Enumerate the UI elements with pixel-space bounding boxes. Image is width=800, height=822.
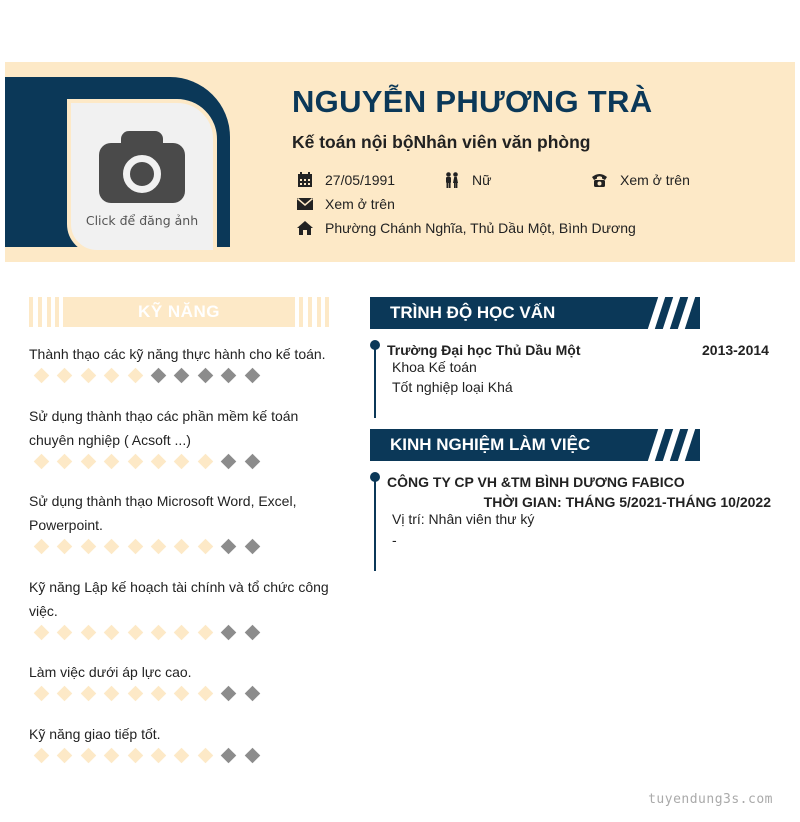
- rating-diamond-filled: [197, 686, 213, 702]
- rating-diamond-filled: [174, 686, 190, 702]
- job-title: Kế toán nội bộNhân viên văn phòng: [292, 132, 591, 152]
- gender-row: [444, 172, 491, 188]
- skill-item: [29, 722, 339, 761]
- company-name: CÔNG TY CP VH &TM BÌNH DƯƠNG FABICO: [387, 474, 685, 490]
- rating-diamond-filled: [81, 454, 97, 470]
- rating-diamond-filled: [104, 368, 120, 384]
- rating-diamond-filled: [151, 454, 167, 470]
- rating-diamond-filled: [34, 539, 50, 555]
- skill-item: [29, 489, 339, 552]
- skills-title: KỸ NĂNG: [138, 302, 220, 321]
- rating-diamond-empty: [151, 368, 167, 384]
- rating-diamond-filled: [197, 625, 213, 641]
- candidate-name: NGUYỄN PHƯƠNG TRÀ: [292, 84, 653, 119]
- rating-diamond-filled: [81, 686, 97, 702]
- education-faculty: Khoa Kế toán: [392, 359, 477, 375]
- education-result: Tốt nghiệp loại Khá: [392, 379, 513, 395]
- rating-diamond-filled: [57, 368, 73, 384]
- education-years: 2013-2014: [702, 342, 769, 358]
- rating-diamond-filled: [57, 454, 73, 470]
- skills-header: [29, 297, 329, 327]
- work-period: THỜI GIAN: THÁNG 5/2021-THÁNG 10/2022: [483, 494, 771, 510]
- rating-diamond-empty: [221, 748, 237, 764]
- rating-diamond-filled: [151, 625, 167, 641]
- rating-diamond-empty: [244, 454, 260, 470]
- rating-diamond-filled: [127, 454, 143, 470]
- education-title: TRÌNH ĐỘ HỌC VẤN: [390, 303, 556, 322]
- rating-diamond-filled: [104, 686, 120, 702]
- rating-diamond-empty: [197, 368, 213, 384]
- rating-diamond-filled: [174, 748, 190, 764]
- rating-diamond-filled: [197, 539, 213, 555]
- gender-icon: [444, 172, 460, 188]
- rating-diamond-filled: [197, 454, 213, 470]
- experience-title: KINH NGHIỆM LÀM VIỆC: [390, 435, 591, 454]
- skill-rating: [34, 370, 339, 381]
- header-banner: [5, 62, 795, 262]
- email-value: Xem ở trên: [325, 196, 395, 212]
- rating-diamond-filled: [34, 368, 50, 384]
- rating-diamond-filled: [197, 748, 213, 764]
- avatar-upload[interactable]: [67, 99, 217, 254]
- school-name: Trường Đại học Thủ Dầu Một: [387, 342, 581, 358]
- rating-diamond-filled: [127, 686, 143, 702]
- rating-diamond-empty: [221, 368, 237, 384]
- camera-icon: [99, 131, 185, 203]
- rating-diamond-filled: [104, 625, 120, 641]
- photo-upload-label: Click để đăng ảnh: [85, 213, 199, 228]
- rating-diamond-filled: [81, 368, 97, 384]
- email-row: [297, 196, 395, 212]
- skill-item: [29, 342, 339, 381]
- skill-text: Kỹ năng Lập kế hoạch tài chính và tổ chức công việc.: [29, 579, 329, 619]
- rating-diamond-filled: [57, 748, 73, 764]
- rating-diamond-filled: [104, 454, 120, 470]
- rating-diamond-filled: [127, 625, 143, 641]
- rating-diamond-filled: [174, 539, 190, 555]
- rating-diamond-filled: [127, 748, 143, 764]
- skill-text: Sử dụng thành thạo Microsoft Word, Excel, Powerpoint.: [29, 493, 297, 533]
- rating-diamond-filled: [174, 625, 190, 641]
- rating-diamond-filled: [81, 539, 97, 555]
- education-header: [370, 297, 700, 329]
- timeline-line: [374, 344, 376, 418]
- address-row: [297, 220, 636, 236]
- skill-text: Thành thạo các kỹ năng thực hành cho kế toán.: [29, 346, 326, 362]
- rating-diamond-filled: [57, 686, 73, 702]
- skill-rating: [34, 456, 339, 467]
- rating-diamond-filled: [104, 748, 120, 764]
- rating-diamond-filled: [151, 748, 167, 764]
- rating-diamond-filled: [151, 539, 167, 555]
- envelope-icon: [297, 198, 313, 210]
- skill-text: Sử dụng thành thạo các phần mềm kế toán chuyên nghiệp ( Acsoft ...): [29, 408, 299, 448]
- rating-diamond-empty: [244, 539, 260, 555]
- rating-diamond-empty: [221, 625, 237, 641]
- calendar-icon: [297, 172, 313, 188]
- rating-diamond-filled: [104, 539, 120, 555]
- gender-value: Nữ: [472, 172, 492, 188]
- dob-value: 27/05/1991: [325, 172, 396, 188]
- rating-diamond-empty: [221, 454, 237, 470]
- address-value: Phường Chánh Nghĩa, Thủ Dầu Một, Bình Dương: [325, 220, 636, 236]
- rating-diamond-filled: [127, 539, 143, 555]
- skill-item: [29, 575, 339, 638]
- skill-item: [29, 404, 339, 467]
- photo-frame: [5, 77, 230, 247]
- rating-diamond-filled: [57, 539, 73, 555]
- rating-diamond-filled: [34, 748, 50, 764]
- rating-diamond-empty: [244, 625, 260, 641]
- rating-diamond-filled: [34, 625, 50, 641]
- skill-rating: [34, 627, 339, 638]
- rating-diamond-filled: [127, 368, 143, 384]
- rating-diamond-empty: [174, 368, 190, 384]
- site-watermark: tuyendung3s.com: [648, 792, 773, 807]
- skill-rating: [34, 541, 339, 552]
- rating-diamond-filled: [81, 748, 97, 764]
- skill-item: [29, 660, 339, 699]
- phone-value: Xem ở trên: [620, 172, 690, 188]
- skill-rating: [34, 688, 339, 699]
- skill-rating: [34, 750, 339, 761]
- work-position: Vị trí: Nhân viên thư ký: [392, 511, 535, 527]
- experience-header: [370, 429, 700, 461]
- rating-diamond-filled: [34, 686, 50, 702]
- rating-diamond-empty: [221, 539, 237, 555]
- rating-diamond-filled: [174, 454, 190, 470]
- dob-row: [297, 172, 395, 188]
- phone-row: [591, 172, 690, 188]
- timeline-line: [374, 476, 376, 571]
- skill-text: Làm việc dưới áp lực cao.: [29, 664, 192, 680]
- rating-diamond-filled: [57, 625, 73, 641]
- rating-diamond-filled: [34, 454, 50, 470]
- rating-diamond-empty: [244, 368, 260, 384]
- rating-diamond-empty: [244, 686, 260, 702]
- rating-diamond-filled: [151, 686, 167, 702]
- rating-diamond-empty: [221, 686, 237, 702]
- skill-text: Kỹ năng giao tiếp tốt.: [29, 726, 161, 742]
- home-icon: [297, 221, 313, 235]
- rating-diamond-filled: [81, 625, 97, 641]
- work-detail: -: [392, 532, 397, 548]
- rating-diamond-empty: [244, 748, 260, 764]
- phone-icon: [591, 172, 608, 188]
